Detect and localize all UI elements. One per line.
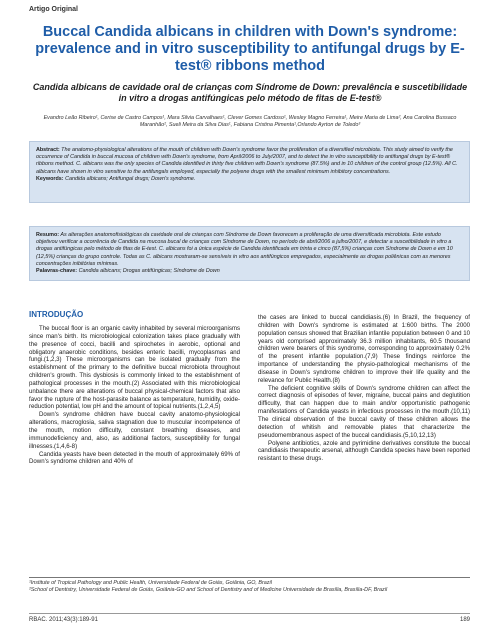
footer-divider [29, 613, 470, 614]
palavras-chave-text: Candida albicans; Drogas antifúngicas; Síndrome de Down [78, 268, 220, 275]
footnote-divider [29, 577, 470, 578]
abstract-english [29, 141, 470, 203]
abstract-label: Abstract: [36, 147, 60, 153]
paragraph: Down's syndrome children have buccal cavity anatomo-physiological alterations, macroglosia, saliva stagnation due to muscular incompetence of the mouth, motion difficulty, constant breathing diseases, and immunodeficiency and, also, as additional factors, susceptibility for fungal illnesses.(1,4,6-8) [29, 411, 240, 450]
body-column-left [29, 325, 240, 466]
author-list: Evandro Leão Ribeiro¹, Cerise de Castro Campos¹, Mara Silvia Carvalhaes¹, Clever Gomes Cardoso¹, Wesley Magno Ferreira¹, Meire Maria de Lima², Ana Carolina Bussaco Maranhão², Sueli Meira da Silva Dias¹, Fabiana Cristina Pimenta¹,Orlando Ayrton de Toledo³ [43, 115, 457, 129]
article-title: Buccal Candida albicans in children with Down's syndrome: prevalence and in vitro susceptibility to antifungal drugs by E-test® ribbons method [35, 24, 465, 74]
paragraph: Candida yeasts have been detected in the mouth of approximately 69% of Down's syndrome children and 40% of [29, 450, 240, 466]
paragraph: Polyene antibiotics, azole and pyrimidine derivatives constitute the buccal candidiasis therapeutic arsenal, although Candida species have been reported resistant to these drugs. [258, 439, 470, 463]
paragraph: The buccal floor is an organic cavity inhabited by several microorganisms since man's birth. Its microbiological colonization takes place gradually with the presence of cocci, bacilli and spirochetes in aerobic, optional and obligatory anaerobic conditions, besides enteric bacilli, mycoplasmas and fungi.(1,2,3) These microorganisms can be isolated gradually from the establishment of the primary to the definitive buccal microbiota throughout children's growth. This dysbiosis is commonly linked to the establishment of pathological processes in the mouth.(2) Associated with this microbiological unbalance there are alterations of buccal physical-chemical factors that also favor the rupture of the host-parasite balance as temperature, humidity, oxide-reduction potential, low pH and the amount of topical nutrients.(1,2,4,5) [29, 325, 240, 411]
keywords-label: Keywords: [36, 175, 64, 182]
section-heading: INTRODUÇÃO [29, 310, 84, 319]
article-title-portuguese: Candida albicans de cavidade oral de crianças com Síndrome de Down: prevalência e suscetibilidade in vitro a drogas antifúngicas pelo método de fitas de E-test® [32, 82, 468, 103]
paragraph: The deficient cognitive skills of Down's syndrome children can affect the correct diagnosis of episodes of fever, migraine, buccal pains and deglutition difficulty, that can happen due to main and/or opportunistic pathogenic manifestations of Candida yeasts in infectious processes in the mouth.(10,11) The clinical observation of the buccal cavity of these children allows the detection of whitish and removable plates that characterize the pseudomembranous aspect of the buccal candidiasis.(5,10,12,13) [258, 384, 470, 439]
body-column-right [258, 314, 470, 463]
resumo-text: As alterações anatomofisiológicas da cavidade oral de crianças com Síndrome de Down favorecem a proliferação de uma diversificada microbiota. Este estudo objetivou verificar a ocorrência de Candida na mucosa bucal de crianças com Síndrome de Down, no período de abril/2006 a julho/2007, e detectar a suscetibilidade in vitro a drogas antifúngicas pelo método de fitas de E-test. C. albicans foi a única espécie de Candida identificada em trinta e cinco (87,5%) crianças com Síndrome de Down e em 10 (12,5%) crianças do grupo controle. Todas as C. albicans mostraram-se sensíveis in vitro aos antifúngicos empregados, especialmente as drogas poliênicas com as menores concentrações inibitórias mínimas. [36, 232, 453, 267]
affiliation: ²School of Dentistry, Universidade Federal de Goiás, Goiânia-GO and School of Dentistry and of Medicine Universidade de Brasília, Brasília-DF, Brazil [29, 587, 388, 594]
abstract-portuguese [29, 226, 470, 281]
keywords-text: Candida albicans; Antifungal drugs; Down's syndrome. [65, 175, 196, 182]
resumo-label: Resumo: [36, 232, 60, 238]
affiliations [29, 580, 470, 594]
palavras-chave-label: Palavras-chave: [36, 268, 78, 275]
affiliation: ¹Institute of Tropical Pathology and Public Health, Universidade Federal de Goiás, Goiânia, GO, Brazil [29, 580, 272, 586]
journal-citation: RBAC. 2011;43(3):189-91 [29, 617, 98, 623]
abstract-text: The anatomo-physiological alterations of the mouth of children with Down's syndrome favor the proliferation of a diversified microbiota. This study aimed to verify the occurrence of Candida in buccal mucosa of children with Down's syndrome, from April/2006 to July/2007, and to detect the in vitro susceptibility to antifungal drugs by E-test® ribbons method. C. albicans was the only species of Candida identified in thirty five children with Down's syndrome (87.5%) and in 10 children of the control group (12.5%). All C. albicans have shown in vitro sensitive to the antifungals employed, especially the polyene drugs with the smallest minimum inhibitory concentrations. [36, 147, 458, 175]
page-number: 189 [459, 617, 470, 623]
section-label: Artigo Original [29, 6, 78, 13]
paragraph: the cases are linked to buccal candidiasis.(6) In Brazil, the frequency of children with Down's syndrome is estimated at 1:600 births. The 2000 population census showed that Brazilian infantile population between 0 and 10 years old comprised approximately 36.3 million inhabitants, 60.5 thousand children were bearers of this syndrome, corresponding to approximately 0.2% of the present infantile population.(7,9) These findings reinforce the importance of understanding the physio-pathological mechanisms of the disease in Down's syndrome children to improve their life quality and the relevance for Public Health.(8) [258, 314, 470, 384]
